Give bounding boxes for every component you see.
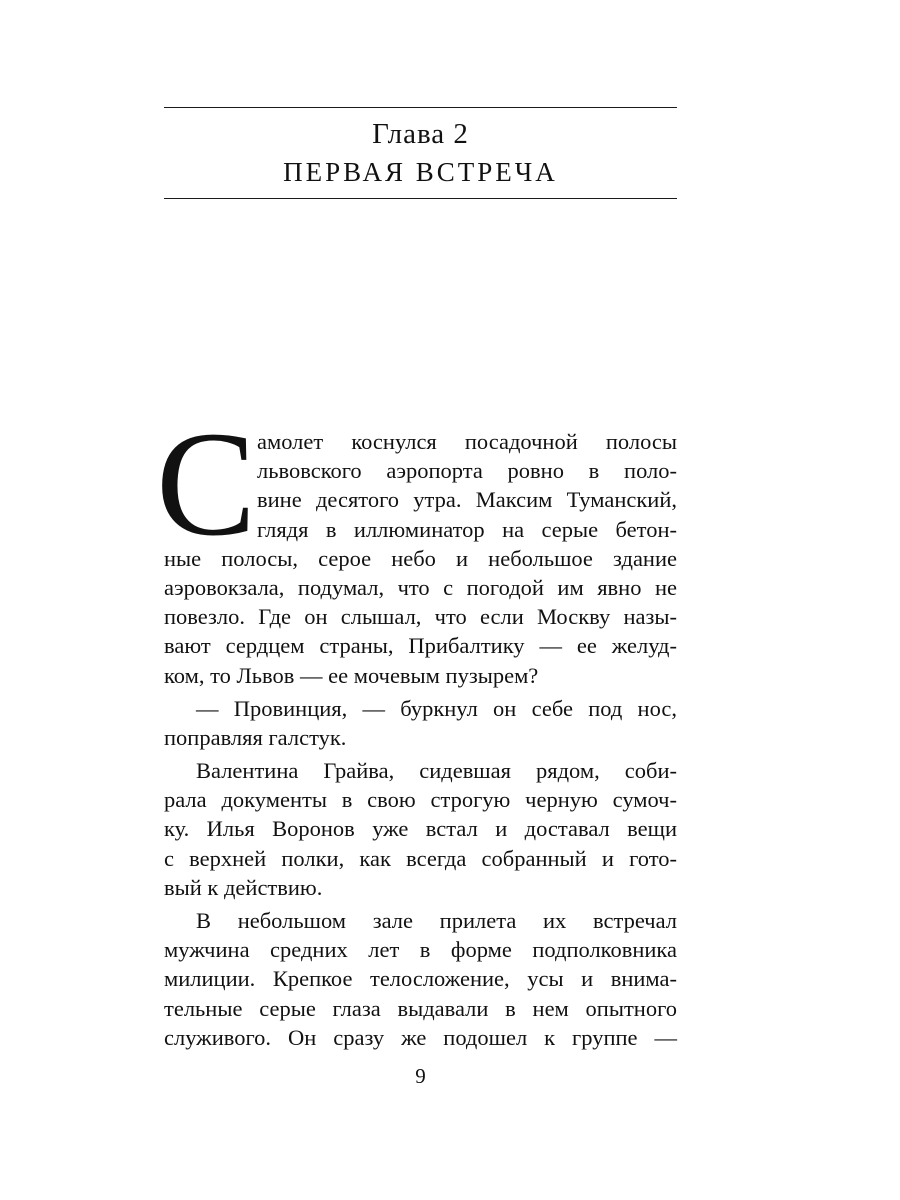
- text-line: амолет коснулся посадочной полосы: [257, 429, 677, 454]
- text-line: — Провинция, — буркнул он себе под нос,: [196, 695, 677, 721]
- text-line: ком, то Львов — ее мочевым пузырем?: [164, 662, 539, 688]
- text-line: ные полосы, серое небо и небольшое здание: [164, 545, 677, 571]
- text-line: повезло. Где он слышал, что если Москву назы-: [164, 604, 677, 630]
- chapter-number: Глава 2: [372, 118, 469, 150]
- text-line: глядя в иллюминатор на серые бетон-: [257, 516, 677, 542]
- header-top-rule: [164, 107, 677, 108]
- text-line: Валентина Грайва, сидевшая рядом, соби-: [196, 758, 677, 784]
- paragraph-1: [164, 427, 677, 690]
- text-line: служивого. Он сразу же подошел к группе —: [164, 1024, 677, 1050]
- text-line: львовского аэропорта ровно в поло-: [257, 458, 677, 484]
- page-number: 9: [415, 1064, 426, 1088]
- drop-cap: С: [156, 401, 257, 567]
- text-line: вине десятого утра. Максим Туманский,: [257, 487, 677, 513]
- paragraph-2: [164, 694, 677, 752]
- text-line: рала документы в свою строгую черную сумоч-: [164, 787, 677, 813]
- text-line: мужчина средних лет в форме подполковника: [164, 937, 677, 963]
- text-line: аэровокзала, подумал, что с погодой им явно не: [164, 574, 677, 600]
- text-line: милиции. Крепкое телосложение, усы и внима-: [164, 966, 677, 992]
- text-line: В небольшом зале прилета их встречал: [196, 908, 677, 933]
- chapter-title: ПЕРВАЯ ВСТРЕЧА: [283, 157, 558, 187]
- paragraph-3: [164, 756, 677, 902]
- paragraph-4: [164, 906, 677, 1052]
- text-line: с верхней полки, как всегда собранный и гото-: [164, 845, 677, 871]
- body-text: [164, 427, 677, 1052]
- text-line: поправляя галстук.: [164, 724, 347, 750]
- header-bottom-rule: [164, 198, 677, 199]
- text-line: ку. Илья Воронов уже встал и доставал вещи: [164, 816, 677, 842]
- text-line: вый к действию.: [164, 874, 323, 900]
- text-line: тельные серые глаза выдавали в нем опытного: [164, 995, 677, 1021]
- text-line: вают сердцем страны, Прибалтику — ее желуд-: [164, 633, 677, 659]
